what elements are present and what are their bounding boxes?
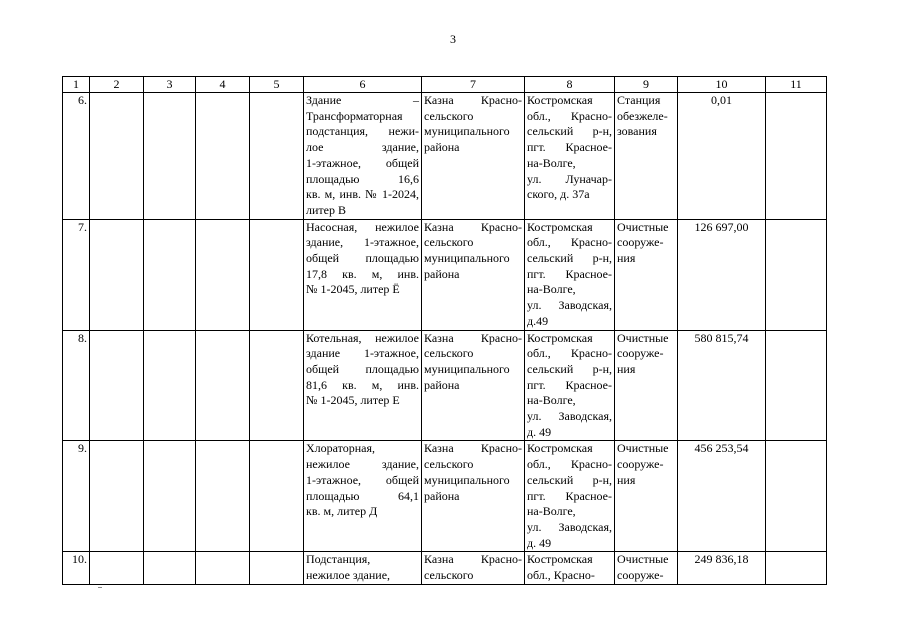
cell-line: лое здание, [306, 140, 419, 155]
cell-line: подстанция, нежи- [306, 124, 419, 139]
cell-line: здание 1-этажное, [306, 346, 419, 361]
cell-line: Костромская [527, 219, 593, 234]
column-header: 11 [766, 77, 827, 93]
cell-line: здание, 1-этажное, [306, 235, 419, 250]
empty-cell [90, 93, 144, 220]
cell-line: Здание – [306, 93, 419, 107]
cell-line: Трансформаторная [306, 108, 403, 123]
cell-line: обл., Красно- [527, 346, 612, 361]
value-cell: 580 815,74 [678, 330, 766, 441]
object-name-cell [304, 93, 422, 220]
table-row [63, 93, 827, 220]
cell-line: ул. Заводская, [527, 409, 612, 424]
cell-line: д.49 [527, 313, 549, 328]
value-cell: 456 253,54 [678, 441, 766, 552]
cell-line: ния [617, 251, 636, 266]
object-name-cell [304, 330, 422, 441]
column-header: 7 [422, 77, 525, 93]
cell-line: ул. Луначар- [527, 171, 612, 186]
cell-line: сельского [424, 108, 474, 123]
empty-cell [250, 441, 304, 552]
purpose-cell [615, 330, 678, 441]
cell-line: сельский р-н, [527, 251, 612, 266]
cell-line: кв. м, литер Д [306, 504, 378, 519]
empty-cell [196, 93, 250, 220]
cell-line: Очистные [617, 552, 669, 567]
cell-line: сельского [424, 346, 474, 361]
cell-line: сооруже- [617, 235, 664, 250]
empty-cell [90, 552, 144, 584]
value-cell: 0,01 [678, 93, 766, 220]
owner-cell [422, 441, 525, 552]
cell-line: обл., Красно- [527, 235, 612, 250]
cell-line: пгт. Красное- [527, 140, 612, 155]
cell-line: на-Волге, [527, 282, 576, 297]
cell-line: общей площадью [306, 251, 419, 266]
purpose-cell [615, 441, 678, 552]
cell-line: Костромская [527, 441, 593, 456]
cell-line: района [424, 488, 460, 503]
page-number: 3 [450, 32, 456, 46]
cell-line: Станция [617, 93, 661, 107]
cell-line: обл., Красно- [527, 457, 612, 472]
address-cell [525, 330, 615, 441]
column-header: 8 [525, 77, 615, 93]
empty-cell [766, 93, 827, 220]
value-cell: 126 697,00 [678, 219, 766, 330]
cell-line: площадью 16,6 [306, 171, 419, 186]
cell-line: кв. м, инв. № 1-2024, [306, 187, 419, 202]
purpose-cell [615, 93, 678, 220]
cell-line: Казна Красно- [424, 219, 522, 234]
cell-line: муниципального [424, 124, 510, 139]
purpose-cell [615, 219, 678, 330]
address-cell [525, 441, 615, 552]
row-number-cell: 6. [63, 93, 90, 220]
empty-cell [196, 552, 250, 584]
cell-line: д. 49 [527, 535, 552, 550]
cell-line: Костромская [527, 330, 593, 345]
property-table [62, 76, 827, 585]
table-row [63, 552, 827, 584]
cell-line: Казна Красно- [424, 93, 522, 107]
object-name-cell [304, 219, 422, 330]
cell-line: сельского [424, 568, 474, 583]
empty-cell [144, 552, 196, 584]
scan-mark [98, 587, 102, 588]
cell-line: 1-этажное, общей [306, 155, 419, 170]
empty-cell [144, 330, 196, 441]
cell-line: муниципального [424, 251, 510, 266]
cell-line: 81,6 кв. м, инв. [306, 377, 419, 392]
cell-line: обл., Красно- [527, 108, 612, 123]
cell-line: Очистные [617, 330, 669, 345]
owner-cell [422, 552, 525, 584]
cell-line: Хлораторная, [306, 441, 376, 456]
object-name-cell [304, 441, 422, 552]
cell-line: нежилое здание, [306, 568, 391, 583]
empty-cell [144, 219, 196, 330]
cell-line: на-Волге, [527, 155, 576, 170]
cell-line: Казна Красно- [424, 330, 522, 345]
cell-line: сельского [424, 457, 474, 472]
cell-line: на-Волге, [527, 504, 576, 519]
cell-line: муниципального [424, 361, 510, 376]
cell-line: обезжеле- [617, 108, 668, 123]
cell-line: ул. Заводская, [527, 298, 612, 313]
cell-line: пгт. Красное- [527, 266, 612, 281]
empty-cell [144, 93, 196, 220]
empty-cell [766, 552, 827, 584]
cell-line: района [424, 377, 460, 392]
empty-cell [90, 330, 144, 441]
cell-line: сельского [424, 235, 474, 250]
table-row [63, 330, 827, 441]
empty-cell [766, 219, 827, 330]
row-number-cell: 8. [63, 330, 90, 441]
column-header: 4 [196, 77, 250, 93]
cell-line: ния [617, 472, 636, 487]
column-header: 3 [144, 77, 196, 93]
owner-cell [422, 93, 525, 220]
address-cell [525, 93, 615, 220]
cell-line: ул. Заводская, [527, 519, 612, 534]
cell-line: зования [617, 124, 657, 139]
cell-line: муниципального [424, 472, 510, 487]
cell-line: Казна Красно- [424, 552, 522, 567]
cell-line: общей площадью [306, 361, 419, 376]
cell-line: нежилое здание, [306, 457, 419, 472]
cell-line: Костромская [527, 93, 593, 107]
empty-cell [144, 441, 196, 552]
cell-line: сельский р-н, [527, 472, 612, 487]
cell-line: № 1-2045, литер Е [306, 393, 400, 408]
empty-cell [250, 93, 304, 220]
row-number-cell: 7. [63, 219, 90, 330]
owner-cell [422, 219, 525, 330]
cell-line: д. 49 [527, 424, 552, 439]
cell-line: ния [617, 361, 636, 376]
cell-line: Подстанция, [306, 552, 371, 567]
empty-cell [196, 441, 250, 552]
cell-line: Казна Красно- [424, 441, 522, 456]
column-header: 9 [615, 77, 678, 93]
cell-line: пгт. Красное- [527, 377, 612, 392]
table-row [63, 441, 827, 552]
cell-line: 1-этажное, общей [306, 472, 419, 487]
cell-line: пгт. Красное- [527, 488, 612, 503]
cell-line: сооруже- [617, 568, 664, 583]
empty-cell [250, 330, 304, 441]
column-header: 5 [250, 77, 304, 93]
cell-line: сельский р-н, [527, 361, 612, 376]
cell-line: на-Волге, [527, 393, 576, 408]
purpose-cell [615, 552, 678, 584]
column-header: 1 [63, 77, 90, 93]
cell-line: сельский р-н, [527, 124, 612, 139]
cell-line: сооруже- [617, 346, 664, 361]
value-cell: 249 836,18 [678, 552, 766, 584]
cell-line: обл., Красно- [527, 568, 595, 583]
object-name-cell [304, 552, 422, 584]
empty-cell [196, 219, 250, 330]
cell-line: площадью 64,1 [306, 488, 419, 503]
address-cell [525, 219, 615, 330]
cell-line: Насосная, нежилое [306, 219, 419, 234]
column-header: 6 [304, 77, 422, 93]
cell-line: Очистные [617, 441, 669, 456]
empty-cell [90, 441, 144, 552]
column-number-row [63, 77, 827, 93]
empty-cell [250, 552, 304, 584]
cell-line: Котельная, нежилое [306, 330, 419, 345]
empty-cell [766, 330, 827, 441]
empty-cell [766, 441, 827, 552]
cell-line: Костромская [527, 552, 593, 567]
cell-line: 17,8 кв. м, инв. [306, 266, 419, 281]
column-header: 10 [678, 77, 766, 93]
empty-cell [90, 219, 144, 330]
cell-line: района [424, 140, 460, 155]
cell-line: № 1-2045, литер Ё [306, 282, 400, 297]
cell-line: Очистные [617, 219, 669, 234]
cell-line: ского, д. 37а [527, 187, 590, 202]
address-cell [525, 552, 615, 584]
cell-line: района [424, 266, 460, 281]
row-number-cell: 9. [63, 441, 90, 552]
cell-line: литер В [306, 202, 346, 217]
cell-line: сооруже- [617, 457, 664, 472]
column-header: 2 [90, 77, 144, 93]
owner-cell [422, 330, 525, 441]
table-row [63, 219, 827, 330]
empty-cell [250, 219, 304, 330]
row-number-cell: 10. [63, 552, 90, 584]
empty-cell [196, 330, 250, 441]
